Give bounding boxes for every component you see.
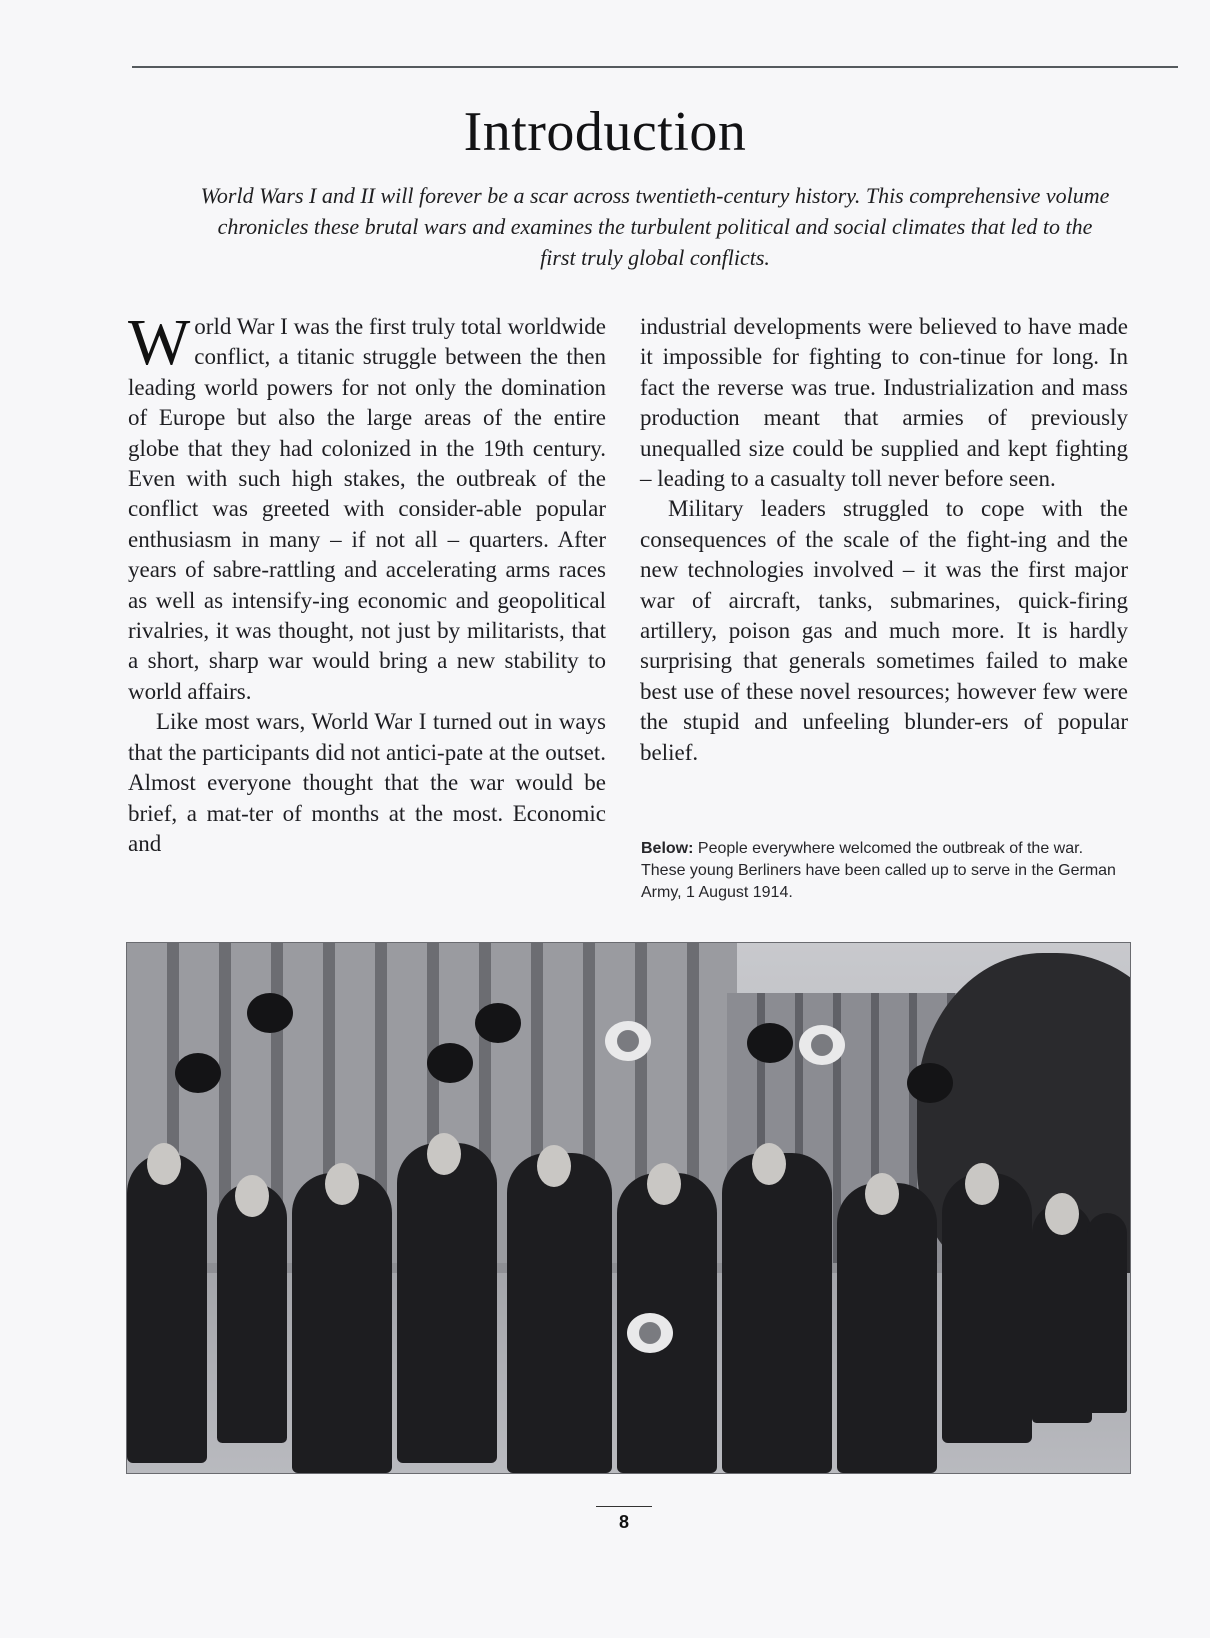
caption-label: Below: <box>641 840 694 857</box>
page-title: Introduction <box>463 101 747 163</box>
drop-cap: W <box>128 306 191 379</box>
body-column-left <box>128 306 606 859</box>
paragraph-1: World War I was the first truly total worldwide conflict, a titanic struggle between the then leading world powers for not only the domination of Europe but also the large areas of the entire globe that they had colonized in the 19th century. Even with such high stakes, the outbreak of the conflict was greeted with consider-able popular enthusiasm in many – if not all – quarters. After years of sabre-rattling and accelerating arms races as well as intensify-ing economic and geopolitical rivalries, it was thought, not just by militarists, that a short, sharp war would bring a new stability to world affairs. <box>128 306 606 704</box>
crowd-photo <box>126 942 1131 1474</box>
page-number: 8 <box>618 1512 629 1532</box>
paragraph-4: Military leaders struggled to cope with the consequences of the scale of the fight-ing and the new technologies involved – it was the first major war of aircraft, tanks, submarines, quick-firing artillery, poison gas and much more. It is hardly surprising that generals sometimes failed to make best use of these novel resources; however few were the stupid and unfeeling blunder-ers of popular belief. <box>640 496 1128 765</box>
photo-caption <box>641 838 1121 904</box>
top-rule <box>132 66 1178 68</box>
paragraph-2: Like most wars, World War I turned out in ways that the participants did not antici-pate at the outset. Almost everyone thought that the war would be brief, a mat-ter of months at the most. Economic and <box>128 709 606 856</box>
caption-text: People everywhere welcomed the outbreak of the war. These young Berliners have been called up to serve in the German Army, 1 August 1914. <box>641 840 1116 901</box>
paragraph-3: industrial developments were believed to have made it impossible for fighting to con-tinue for long. In fact the reverse was true. Industrialization and mass production meant that armies of previously unequalled size could be supplied and kept fighting – leading to a casualty toll never before seen. <box>640 314 1128 492</box>
photo-crowd <box>127 1093 1130 1473</box>
page-subtitle: World Wars I and II will forever be a scar across twentieth-century history. This comprehensive volume chronicles these brutal wars and examines the turbulent political and social climates that led to the first truly global conflicts. <box>200 183 1110 270</box>
body-column-right <box>640 312 1128 768</box>
page-number-rule <box>596 1506 652 1507</box>
